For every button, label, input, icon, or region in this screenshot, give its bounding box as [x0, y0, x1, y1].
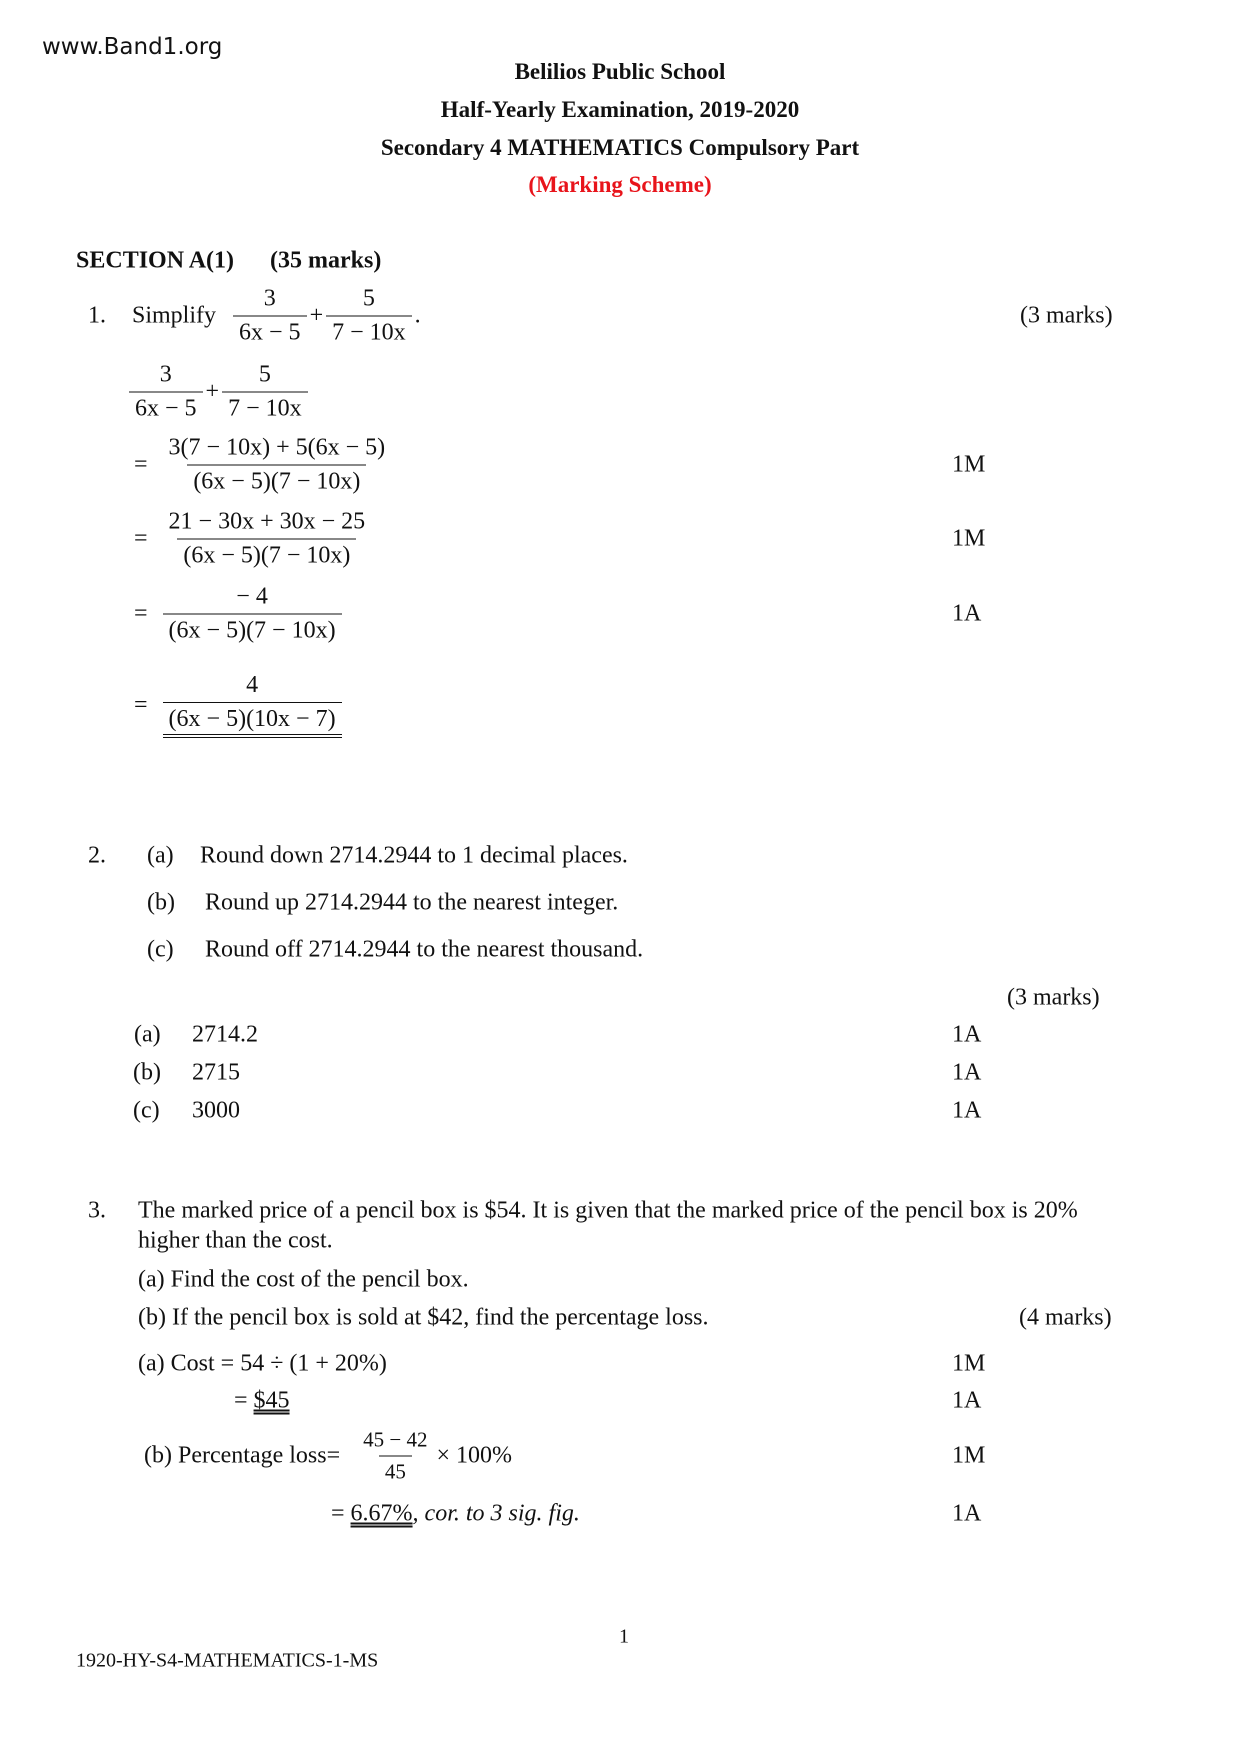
- numerator: 5: [362, 285, 375, 312]
- numerator: 3: [159, 361, 172, 388]
- denominator: 6x − 5: [129, 392, 203, 423]
- answer-value: 6.67%: [350, 1500, 413, 1527]
- denominator: (6x − 5)(7 − 10x): [187, 465, 366, 496]
- denominator: 7 − 10x: [326, 316, 412, 347]
- q3-line1: The marked price of a pencil box is $54. It is given that the marked price of the pencil box is 20%: [138, 1197, 1078, 1224]
- denominator: (6x − 5)(7 − 10x): [163, 614, 342, 645]
- multiplier: × 100%: [436, 1442, 513, 1469]
- answer-value: 2715: [192, 1059, 240, 1086]
- q1-number: 1.: [88, 302, 106, 329]
- q2-label-a: (a): [147, 842, 174, 869]
- answer-mark: 1M: [952, 1442, 986, 1469]
- q3-part-a: (a) Find the cost of the pencil box.: [138, 1266, 469, 1293]
- q3-marks: (4 marks): [1019, 1304, 1112, 1331]
- exam-name: Half-Yearly Examination, 2019-2020: [440, 97, 800, 122]
- q2-text-a: Round down 2714.2944 to 1 decimal places.: [200, 842, 628, 869]
- equals: =: [134, 525, 148, 552]
- numerator: 45 − 42: [363, 1427, 428, 1452]
- numerator: 21 − 30x + 30x − 25: [168, 508, 366, 535]
- fraction: [163, 584, 342, 645]
- q1-working-start: [126, 362, 311, 423]
- answer-label: (b): [133, 1059, 161, 1086]
- equals: =: [134, 691, 148, 718]
- section-name: SECTION A(1): [76, 247, 235, 274]
- watermark: www.Band1.org: [42, 34, 223, 60]
- answer-label: (a): [134, 1021, 161, 1048]
- q3-answer-a1: (a) Cost = 54 ÷ (1 + 20%): [138, 1350, 387, 1377]
- q1-question: [132, 286, 421, 347]
- q1-final: [134, 672, 345, 738]
- answer-value: $45: [253, 1387, 290, 1414]
- answer-mark: 1A: [952, 1021, 982, 1048]
- answer-mark: 1A: [952, 1059, 982, 1086]
- answer-mark: 1M: [952, 1350, 986, 1377]
- fraction: [129, 362, 203, 423]
- answer-mark: 1A: [952, 1500, 982, 1527]
- fraction: [222, 362, 308, 423]
- denominator: (6x − 5)(7 − 10x): [177, 539, 356, 570]
- answer-mark: 1A: [952, 1097, 982, 1124]
- q2-text-c: Round off 2714.2944 to the nearest thousand.: [205, 936, 644, 963]
- q2-label-c: (c): [147, 936, 174, 963]
- answer-value: 2714.2: [192, 1021, 258, 1048]
- q2-number: 2.: [88, 842, 106, 869]
- fraction: [163, 435, 392, 496]
- numerator: 3(7 − 10x) + 5(6x − 5): [168, 434, 386, 461]
- q1-step: [134, 584, 345, 645]
- precision-note: , cor. to 3 sig. fig.: [412, 1500, 580, 1527]
- subject-name: Secondary 4 MATHEMATICS Compulsory Part: [380, 135, 860, 160]
- q1-step: [134, 509, 374, 570]
- denominator: 6x − 5: [233, 316, 307, 347]
- fraction: [163, 509, 372, 570]
- answer-value: 3000: [192, 1097, 240, 1124]
- q1-marks: (3 marks): [1020, 302, 1113, 329]
- denominator: 7 − 10x: [222, 392, 308, 423]
- plus: +: [309, 302, 324, 329]
- q1-prompt: Simplify: [132, 302, 217, 329]
- q3-answer-b1: [144, 1428, 512, 1485]
- equals: =: [331, 1500, 345, 1527]
- q3-part-b: (b) If the pencil box is sold at $42, find the percentage loss.: [138, 1304, 709, 1331]
- fraction: [357, 1428, 433, 1485]
- numerator: − 4: [236, 583, 268, 610]
- fraction: [233, 286, 307, 347]
- denominator: (6x − 5)(10x − 7): [163, 702, 342, 733]
- answer-mark: 1A: [952, 1387, 982, 1414]
- q3-answer-b2: [331, 1501, 580, 1528]
- school-name: Belilios Public School: [514, 59, 726, 84]
- equals: =: [134, 600, 148, 627]
- q2-label-b: (b): [147, 889, 175, 916]
- q2-text-b: Round up 2714.2944 to the nearest integer.: [205, 889, 619, 916]
- equals: =: [134, 451, 148, 478]
- plus: +: [205, 378, 220, 405]
- q2-marks: (3 marks): [1007, 984, 1100, 1011]
- fraction: [163, 672, 342, 738]
- step-mark: 1M: [952, 525, 986, 552]
- denominator: 45: [379, 1456, 412, 1485]
- numerator: 3: [263, 285, 276, 312]
- equals: =: [234, 1387, 248, 1414]
- numerator: 4: [246, 672, 259, 698]
- page-number: 1: [619, 1625, 629, 1648]
- section-heading: [76, 248, 381, 275]
- answer-label: (c): [133, 1097, 160, 1124]
- document-code: 1920-HY-S4-MATHEMATICS-1-MS: [76, 1649, 379, 1672]
- period: .: [414, 302, 421, 329]
- q3-answer-a2: [234, 1388, 290, 1415]
- q3-line2: higher than the cost.: [138, 1227, 333, 1254]
- q3-number: 3.: [88, 1197, 106, 1224]
- section-marks: (35 marks): [270, 247, 382, 274]
- marking-scheme-label: (Marking Scheme): [528, 172, 712, 197]
- step-mark: 1M: [952, 451, 986, 478]
- step-mark: 1A: [952, 600, 982, 627]
- numerator: 5: [258, 361, 271, 388]
- q1-step: [134, 435, 394, 496]
- label: (b) Percentage loss=: [144, 1442, 341, 1469]
- fraction: [326, 286, 412, 347]
